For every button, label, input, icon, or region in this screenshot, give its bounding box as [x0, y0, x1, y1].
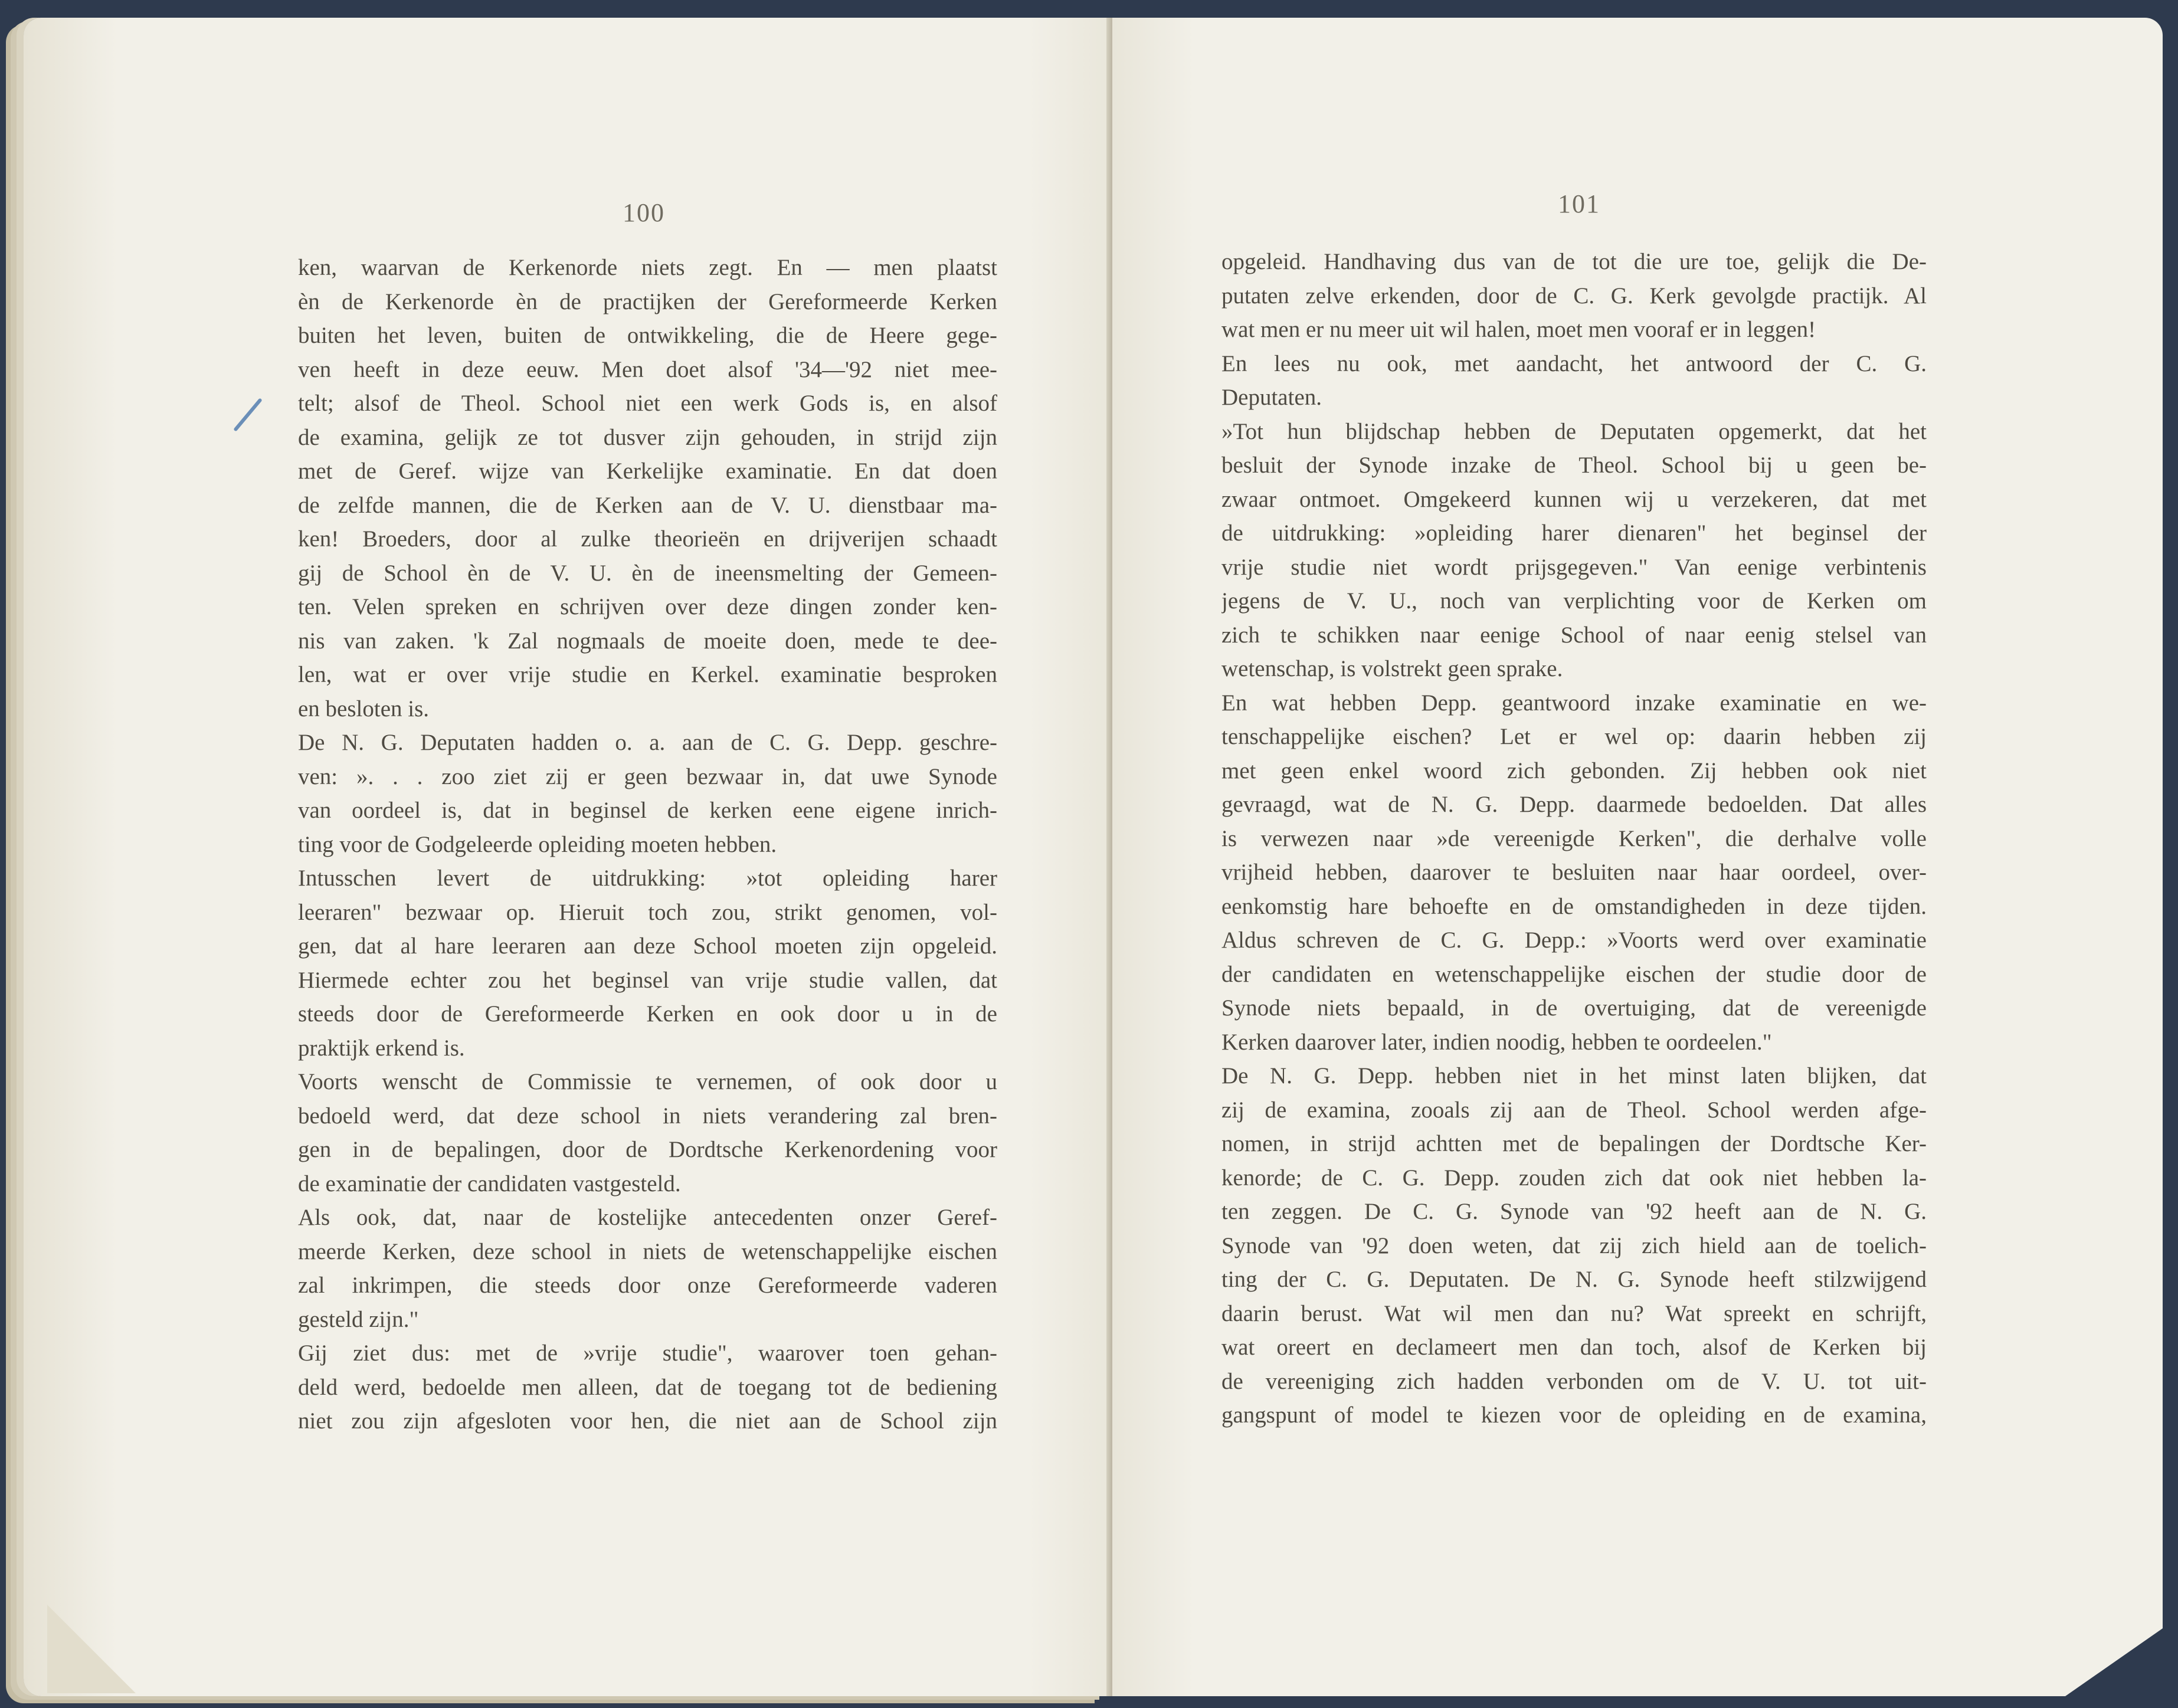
text-line: ting voor de Godgeleerde opleiding moeten hebben. — [298, 831, 777, 857]
text-line: De N. G. Depp. hebben niet in het minst laten blijken, dat — [1221, 1063, 1927, 1089]
text-line: de examina, gelijk ze tot dusver zijn gehouden, in strijd zijn — [298, 424, 997, 450]
text-line: En wat hebben Depp. geantwoord inzake examinatie en we- — [1221, 690, 1927, 716]
right-page-text — [1221, 245, 1927, 1432]
text-line: ten zeggen. De C. G. Synode van '92 heeft aan de N. G. — [1221, 1199, 1927, 1224]
text-line: wetenschap, is volstrekt geen sprake. — [1221, 656, 1563, 681]
folded-corner-right — [2065, 1628, 2163, 1696]
text-line: zich te schikken naar eenige School of naar eenig stelsel van — [1221, 622, 1927, 648]
text-line: ting der C. G. Deputaten. De N. G. Synode heeft stilzwijgend — [1221, 1267, 1927, 1292]
text-line: en besloten is. — [298, 696, 430, 722]
text-line: Synode niets bepaald, in de overtuiging, dat de vereenigde — [1221, 995, 1927, 1021]
text-line: meerde Kerken, deze school in niets de wetenschappelijke eischen — [298, 1238, 997, 1264]
text-line: zij de examina, zooals zij aan de Theol. School werden afge- — [1221, 1097, 1927, 1123]
left-page-text — [298, 251, 997, 1438]
text-line: de zelfde mannen, die de Kerken aan de V. U. dienstbaar ma- — [298, 492, 997, 518]
text-line: Gij ziet dus: met de »vrije studie", waarover toen gehan- — [298, 1340, 997, 1366]
text-line: besluit der Synode inzake de Theol. School bij u geen be- — [1221, 453, 1927, 478]
text-line: met geen enkel woord zich gebonden. Zij hebben ook niet — [1221, 758, 1927, 783]
text-line: tenschappelijke eischen? Let er wel op: daarin hebben zij — [1221, 724, 1927, 749]
text-line: wat men er nu meer uit wil halen, moet men vooraf er in leggen! — [1221, 317, 1816, 342]
text-line: ven heeft in deze eeuw. Men doet alsof '34—'92 niet mee- — [298, 356, 997, 382]
text-line: deld werd, bedoelde men alleen, dat de toegang tot de bediening — [298, 1374, 997, 1400]
text-line: »Tot hun blijdschap hebben de Deputaten opgemerkt, dat het — [1221, 418, 1927, 444]
folded-corner-left — [47, 1605, 136, 1693]
text-line: Synode van '92 doen weten, dat zij zich hield aan de toelich- — [1221, 1232, 1927, 1258]
text-line: Hiermede echter zou het beginsel van vrije studie vallen, dat — [298, 967, 997, 993]
text-line: De N. G. Deputaten hadden o. a. aan de C. G. Depp. geschre- — [298, 730, 997, 755]
text-line: gen, dat al hare leeraren aan deze School moeten zijn opgeleid. — [298, 933, 997, 959]
text-line: de uitdrukking: »opleiding harer dienaren" het beginsel der — [1221, 520, 1927, 546]
text-line: zal inkrimpen, die steeds door onze Gereformeerde vaderen — [298, 1273, 997, 1298]
page-number-right: 101 — [1558, 189, 1600, 218]
text-line: Kerken daarover later, indien noodig, hebben te oordeelen." — [1221, 1029, 1772, 1055]
text-line: zwaar ontmoet. Omgekeerd kunnen wij u verzekeren, dat met — [1221, 486, 1927, 512]
text-line: vrijheid hebben, daarover te besluiten naar haar oordeel, over- — [1221, 860, 1927, 885]
text-line: eenkomstig hare behoefte en de omstandigheden in deze tijden. — [1221, 893, 1927, 919]
text-line: gangspunt of model te kiezen voor de opleiding en de examina, — [1221, 1402, 1927, 1428]
text-line: gij de School èn de V. U. èn de ineensmelting der Gemeen- — [298, 560, 997, 586]
text-line: buiten het leven, buiten de ontwikkeling, die de Heere gege- — [298, 323, 997, 348]
text-line: niet zou zijn afgesloten voor hen, die niet aan de School zijn — [298, 1408, 997, 1434]
text-line: Aldus schreven de C. G. Depp.: »Voorts werd over examinatie — [1221, 927, 1927, 953]
text-line: praktijk erkend is. — [298, 1035, 465, 1061]
text-line: steeds door de Gereformeerde Kerken en ook door u in de — [298, 1001, 997, 1027]
text-line: wat oreert en declameert men dan toch, alsof de Kerken bij — [1221, 1335, 1927, 1360]
page-number-left: 100 — [623, 198, 665, 227]
text-line: jegens de V. U., noch van verplichting voor de Kerken om — [1221, 588, 1927, 614]
text-line: de examinatie der candidaten vastgesteld. — [298, 1171, 681, 1196]
text-line: leeraren" bezwaar op. Hieruit toch zou, strikt genomen, vol- — [298, 899, 997, 925]
text-line: bedoeld werd, dat deze school in niets verandering zal bren- — [298, 1103, 997, 1129]
text-line: Intusschen levert de uitdrukking: »tot opleiding harer — [298, 866, 997, 891]
text-line: gevraagd, wat de N. G. Depp. daarmede bedoelden. Dat alles — [1221, 792, 1927, 817]
text-line: kenorde; de C. G. Depp. zouden zich dat ook niet hebben la- — [1221, 1165, 1927, 1191]
text-line: len, wat er over vrije studie en Kerkel. examinatie besproken — [298, 662, 997, 687]
text-line: Deputaten. — [1221, 385, 1322, 410]
text-line: met de Geref. wijze van Kerkelijke examinatie. En dat doen — [298, 458, 997, 484]
text-line: vrije studie niet wordt prijsgegeven." Van eenige verbintenis — [1221, 554, 1927, 580]
text-line: daarin berust. Wat wil men dan nu? Wat spreekt en schrijft, — [1221, 1300, 1927, 1326]
text-line: der candidaten en wetenschappelijke eischen der studie door de — [1221, 961, 1927, 987]
text-line: gesteld zijn." — [298, 1306, 419, 1332]
text-line: nomen, in strijd achtten met de bepalingen der Dordtsche Ker- — [1221, 1131, 1927, 1156]
text-line: de vereeniging zich hadden verbonden om de V. U. tot uit- — [1221, 1368, 1927, 1394]
text-line: En lees nu ook, met aandacht, het antwoord der C. G. — [1221, 350, 1927, 376]
text-line: putaten zelve erkenden, door de C. G. Kerk gevolgde practijk. Al — [1221, 283, 1927, 309]
text-line: telt; alsof de Theol. School niet een werk Gods is, en alsof — [298, 391, 997, 416]
text-line: Als ook, dat, naar de kostelijke antecedenten onzer Geref- — [298, 1205, 997, 1230]
text-line: gen in de bepalingen, door de Dordtsche Kerkenordening voor — [298, 1137, 997, 1162]
text-line: èn de Kerkenorde èn de practijken der Gereformeerde Kerken — [298, 289, 997, 314]
text-line: nis van zaken. 'k Zal nogmaals de moeite doen, mede te dee- — [298, 628, 997, 654]
text-line: van oordeel is, dat in beginsel de kerken eene eigene inrich- — [298, 798, 997, 823]
text-line: is verwezen naar »de vereenigde Kerken", die derhalve volle — [1221, 825, 1927, 851]
text-line: ven: ». . . zoo ziet zij er geen bezwaar in, dat uwe Synode — [298, 763, 997, 789]
text-line: ken, waarvan de Kerkenorde niets zegt. En — men plaatst — [298, 255, 997, 280]
text-line: Voorts wenscht de Commissie te vernemen, of ook door u — [298, 1069, 997, 1094]
text-line: opgeleid. Handhaving dus van de tot die ure toe, gelijk die De- — [1221, 249, 1927, 274]
text-line: ken! Broeders, door al zulke theorieën en drijverijen schaadt — [298, 526, 997, 552]
text-line: ten. Velen spreken en schrijven over deze dingen zonder ken- — [298, 594, 997, 619]
